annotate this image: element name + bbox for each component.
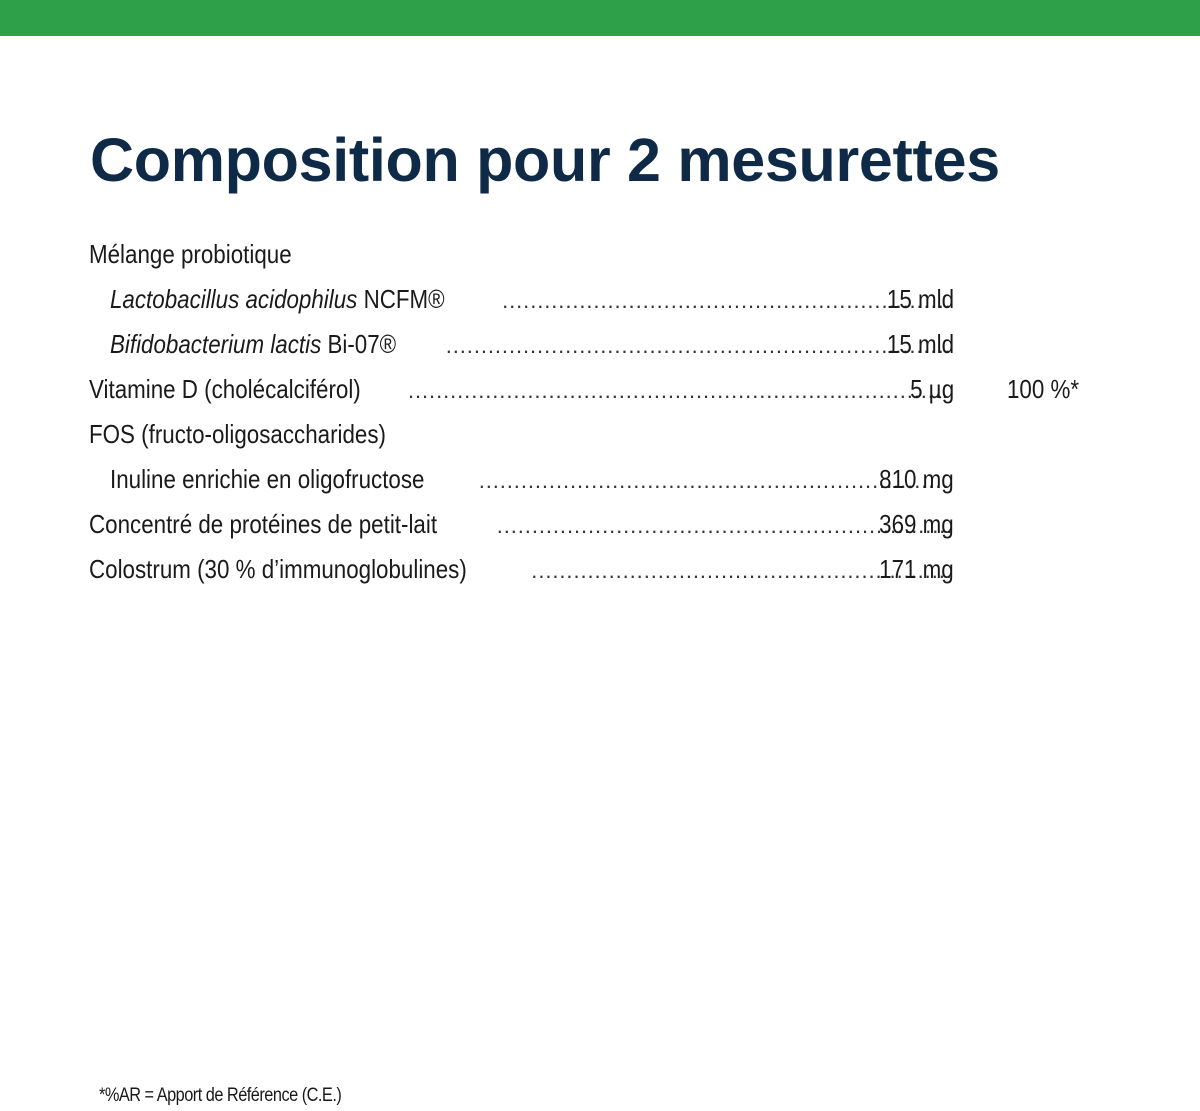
dot-leader [502,278,951,322]
row-label: FOS (fructo-oligosaccharides) [89,419,386,449]
row-amount: 810 mg [879,464,954,494]
list-item-inulin [89,457,1109,502]
row-label-italic: Lactobacillus acidophilus [110,284,358,314]
list-item-probiotic-blend [89,232,1109,277]
dot-leader [408,368,951,412]
list-item-fos [89,412,1109,457]
row-label: Vitamine D (cholécalciférol) [89,374,361,404]
list-item-lactobacillus [89,277,1109,322]
row-amount: 171 mg [879,554,954,584]
page-title: Composition pour 2 mesurettes [90,126,1000,194]
row-label-suffix: NCFM® [357,284,445,314]
list-item-bifidobacterium [89,322,1109,367]
composition-list [89,232,1109,592]
row-label-italic: Bifidobacterium lactis [110,329,322,359]
list-item-colostrum [89,547,1109,592]
row-label: Colostrum (30 % d’immunoglobulines) [89,554,467,584]
row-label: Mélange probiotique [89,239,292,269]
top-color-bar [0,0,1200,36]
row-amount: 15 mld [886,329,954,359]
list-item-vitamin-d [89,367,1109,412]
list-item-whey-protein [89,502,1109,547]
row-amount: 5 µg [910,374,954,404]
row-amount: 15 mld [886,284,954,314]
row-label: Inuline enrichie en oligofructose [110,464,425,494]
dot-leader [446,323,951,367]
row-amount: 369 mg [879,509,954,539]
row-label [110,322,396,367]
row-label-suffix: Bi-07® [321,329,397,359]
row-percent: 100 %* [1007,374,1080,404]
footnote [99,1081,381,1111]
row-label: Concentré de protéines de petit-lait [89,509,438,539]
row-label [110,277,445,322]
footnote-text: *%AR = Apport de Référence (C.E.) [99,1085,342,1106]
